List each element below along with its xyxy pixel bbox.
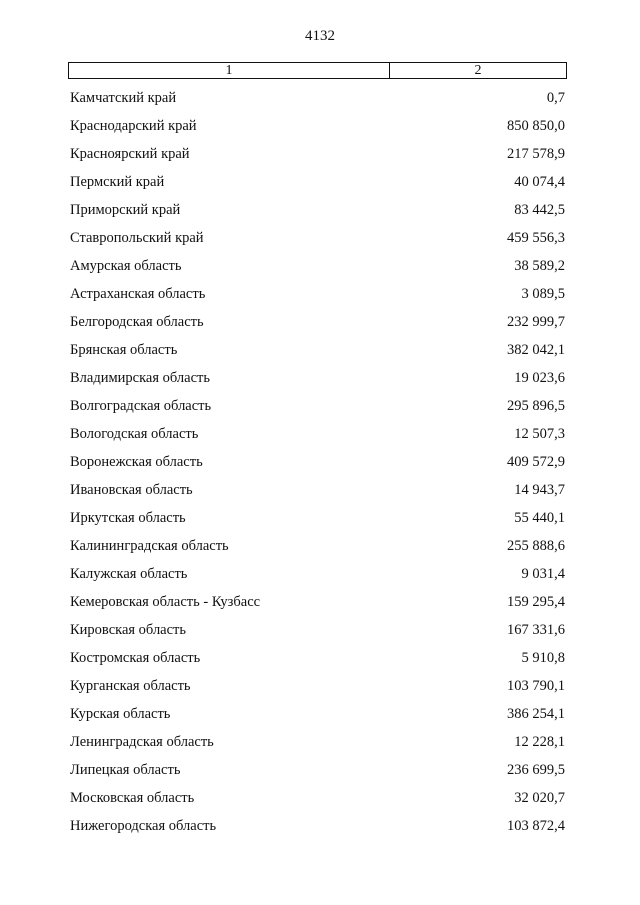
table-row [70, 644, 565, 672]
column-header-2: 2 [474, 63, 482, 78]
region-value: 295 896,5 [507, 397, 565, 414]
region-name: Ставропольский край [70, 229, 204, 246]
table-body [70, 84, 565, 840]
table-row [70, 392, 565, 420]
region-name: Курганская область [70, 677, 191, 694]
table-row [70, 252, 565, 280]
table-row [70, 448, 565, 476]
region-value: 103 872,4 [507, 817, 565, 834]
region-value: 459 556,3 [507, 229, 565, 246]
region-name: Курская область [70, 705, 171, 722]
region-name: Брянская область [70, 341, 178, 358]
region-value: 14 943,7 [514, 481, 565, 498]
region-name: Кировская область [70, 621, 187, 638]
region-name: Волгоградская область [70, 397, 212, 414]
region-name: Калужская область [70, 565, 188, 582]
region-value: 5 910,8 [521, 649, 565, 666]
region-value: 409 572,9 [507, 453, 565, 470]
table-row [70, 616, 565, 644]
table-row [70, 420, 565, 448]
region-value: 19 023,6 [514, 369, 565, 386]
region-value: 40 074,4 [514, 173, 565, 190]
region-value: 12 228,1 [514, 733, 565, 750]
region-name: Астраханская область [70, 285, 206, 302]
region-value: 32 020,7 [514, 789, 565, 806]
table-row [70, 560, 565, 588]
region-value: 382 042,1 [507, 341, 565, 358]
region-value: 217 578,9 [507, 145, 565, 162]
region-value: 167 331,6 [507, 621, 565, 638]
table-row [70, 728, 565, 756]
table-row [70, 336, 565, 364]
table-row [70, 112, 565, 140]
table-row [70, 280, 565, 308]
table-row [70, 532, 565, 560]
region-name: Вологодская область [70, 425, 199, 442]
table-row [70, 588, 565, 616]
region-name: Амурская область [70, 257, 182, 274]
table-row [70, 756, 565, 784]
region-value: 159 295,4 [507, 593, 565, 610]
region-name: Калининградская область [70, 537, 229, 554]
region-name: Владимирская область [70, 369, 210, 386]
region-name: Костромская область [70, 649, 201, 666]
region-value: 255 888,6 [507, 537, 565, 554]
region-value: 12 507,3 [514, 425, 565, 442]
region-value: 236 699,5 [507, 761, 565, 778]
table-row [70, 308, 565, 336]
table-row [70, 700, 565, 728]
region-value: 38 589,2 [514, 257, 565, 274]
region-value: 103 790,1 [507, 677, 565, 694]
page-number: 4132 [305, 28, 335, 44]
region-name: Московская область [70, 789, 195, 806]
region-value: 9 031,4 [521, 565, 565, 582]
region-name: Белгородская область [70, 313, 204, 330]
region-name: Нижегородская область [70, 817, 217, 834]
region-name: Красноярский край [70, 145, 190, 162]
region-name: Ленинградская область [70, 733, 214, 750]
region-value: 83 442,5 [514, 201, 565, 218]
region-name: Липецкая область [70, 761, 181, 778]
region-name: Иркутская область [70, 509, 186, 526]
region-name: Приморский край [70, 201, 181, 218]
table-row [70, 812, 565, 840]
region-name: Камчатский край [70, 89, 177, 106]
column-header-1: 1 [69, 63, 390, 78]
table-row [70, 476, 565, 504]
region-value: 55 440,1 [514, 509, 565, 526]
table-row [70, 140, 565, 168]
region-name: Кемеровская область - Кузбасс [70, 593, 261, 610]
region-name: Воронежская область [70, 453, 203, 470]
table-header [68, 62, 567, 79]
region-value: 232 999,7 [507, 313, 565, 330]
table-row [70, 196, 565, 224]
table-row [70, 84, 565, 112]
table-row [70, 784, 565, 812]
region-value: 0,7 [546, 89, 565, 106]
table-row [70, 224, 565, 252]
table-row [70, 364, 565, 392]
table-row [70, 504, 565, 532]
region-name: Пермский край [70, 173, 165, 190]
table-row [70, 672, 565, 700]
table-row [70, 168, 565, 196]
region-value: 850 850,0 [507, 117, 565, 134]
region-value: 3 089,5 [521, 285, 565, 302]
region-value: 386 254,1 [507, 705, 565, 722]
region-name: Краснодарский край [70, 117, 197, 134]
region-name: Ивановская область [70, 481, 193, 498]
